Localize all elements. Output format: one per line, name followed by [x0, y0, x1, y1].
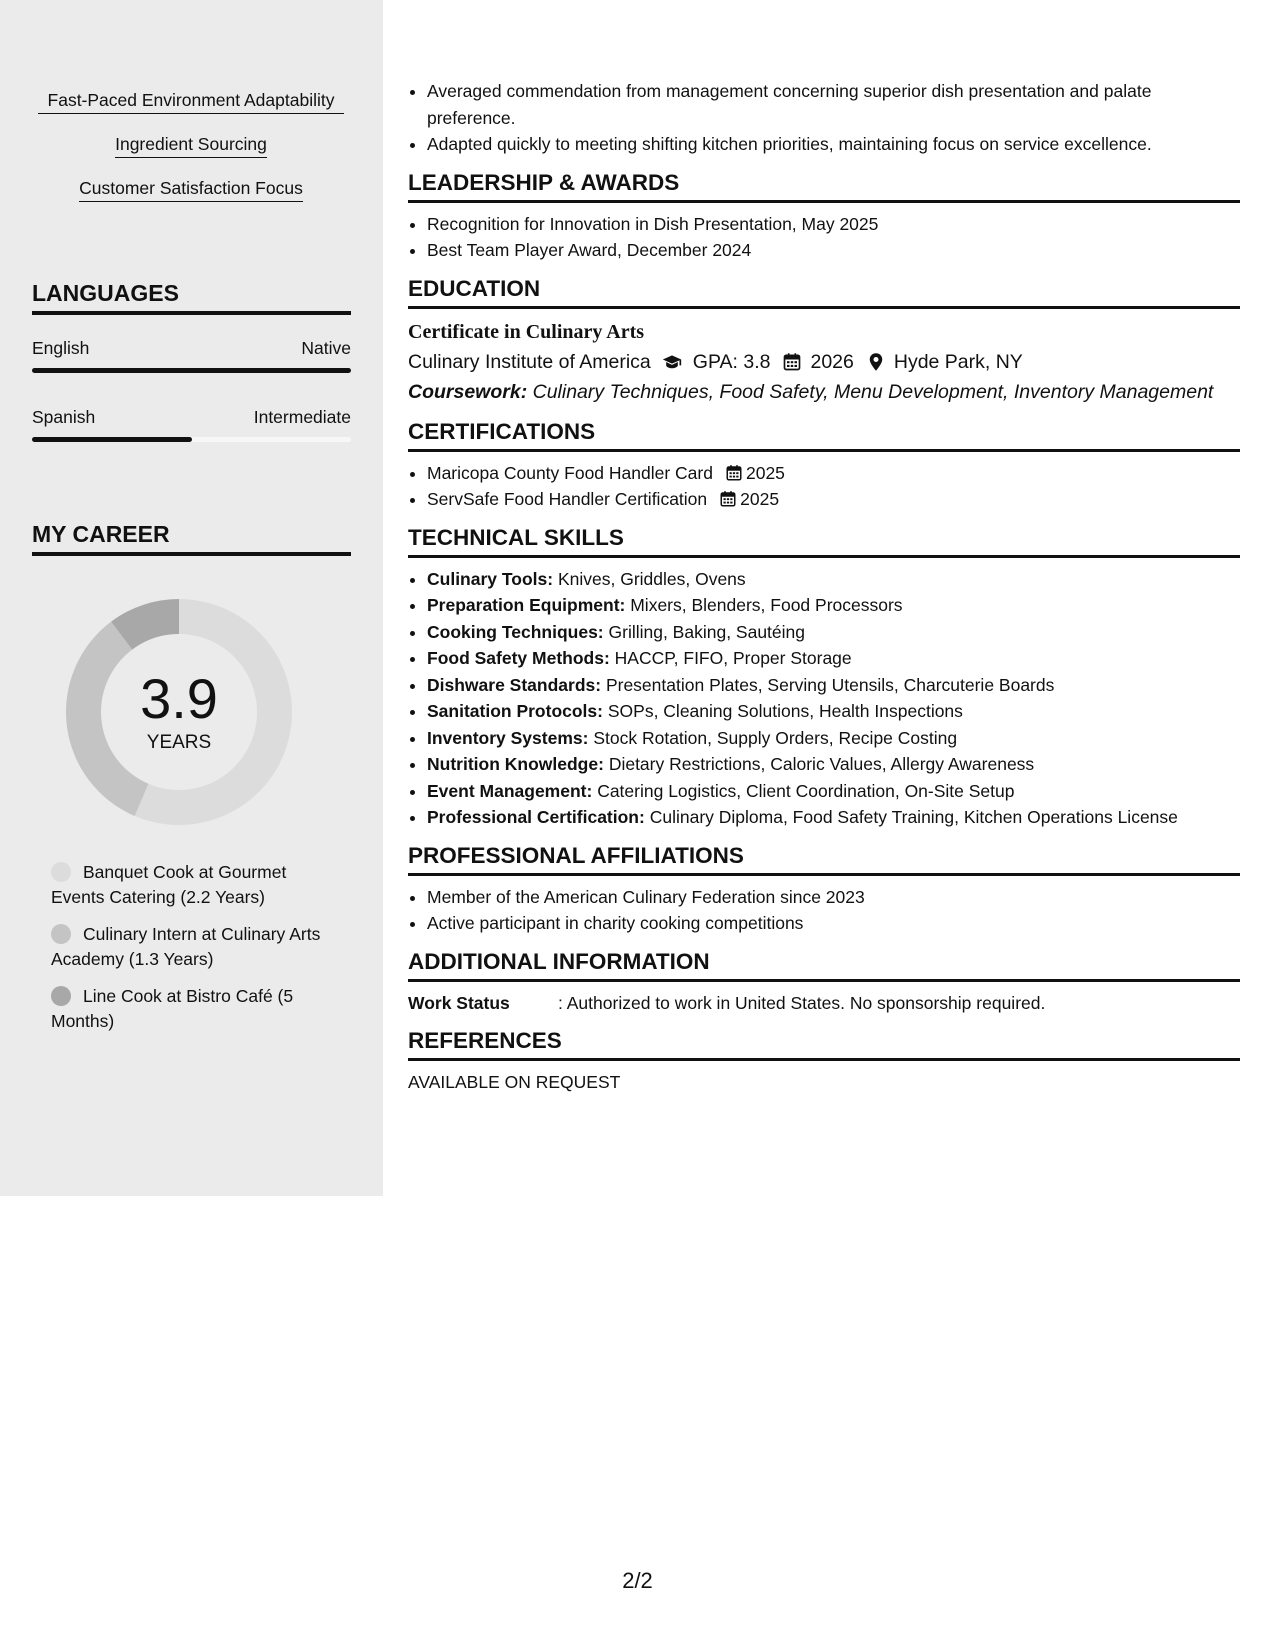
education-heading: EDUCATION	[408, 276, 1240, 309]
skills-list	[38, 88, 344, 220]
technical-skills-list	[408, 566, 1240, 831]
list-item: • Recognition for Innovation in Dish Presentation, May 2025	[427, 211, 1240, 238]
list-item	[427, 698, 1240, 725]
calendar-icon	[782, 352, 802, 372]
skill-label: Cooking Techniques:	[427, 621, 604, 642]
coursework-label: Coursework:	[408, 380, 528, 403]
skill-label: Food Safety Methods:	[427, 648, 610, 668]
language-bar	[32, 368, 351, 373]
language-name: Spanish	[32, 407, 96, 427]
language-row	[32, 338, 351, 359]
calendar-icon	[719, 490, 737, 508]
education-location: Hyde Park, NY	[893, 350, 1023, 373]
skill-value: Culinary Diploma, Food Safety Training, Kitchen Operations License	[649, 807, 1178, 827]
career-total-value: 3.9	[140, 667, 218, 730]
certifications-heading: CERTIFICATIONS	[408, 419, 1240, 452]
skill-value: Catering Logistics, Client Coordination, On-Site Setup	[597, 780, 1015, 801]
skill-label: Nutrition Knowledge:	[427, 754, 604, 774]
career-dot-icon	[51, 862, 71, 882]
career-item	[51, 860, 321, 909]
main-content	[408, 78, 1240, 1095]
skill-label: Preparation Equipment:	[427, 595, 626, 615]
education-school: Culinary Institute of America	[408, 350, 651, 373]
leadership-heading: LEADERSHIP & AWARDS	[408, 170, 1240, 203]
career-item-label: Banquet Cook at Gourmet Events Catering (2.2 Years)	[51, 862, 287, 907]
additional-info-heading: ADDITIONAL INFORMATION	[408, 949, 1240, 982]
skill-value: Grilling, Baking, Sautéing	[608, 621, 805, 642]
list-item	[427, 725, 1240, 752]
list-item	[427, 460, 1240, 487]
education-year: 2026	[810, 350, 854, 373]
certification-year: 2025	[740, 489, 780, 509]
skill-label: Event Management:	[427, 780, 593, 801]
career-item	[51, 984, 321, 1033]
career-heading: MY CAREER	[32, 521, 351, 556]
graduation-cap-icon	[659, 352, 685, 372]
work-status-value: : Authorized to work in United States. No sponsorship required.	[558, 992, 1046, 1013]
list-item	[427, 672, 1240, 699]
skill-value: Knives, Griddles, Ovens	[557, 568, 746, 589]
list-item: • Averaged commendation from management concerning superior dish presentation and palate preference.	[427, 78, 1240, 131]
references-heading: REFERENCES	[408, 1028, 1240, 1061]
skill-label: Culinary Tools:	[427, 568, 554, 589]
skill-item: Ingredient Sourcing	[38, 132, 344, 158]
skill-value: Mixers, Blenders, Food Processors	[630, 595, 903, 615]
list-item	[427, 486, 1240, 513]
skill-item: Customer Satisfaction Focus	[38, 176, 344, 202]
career-dot-icon	[51, 924, 71, 944]
certification-year: 2025	[745, 462, 785, 483]
skill-value: Dietary Restrictions, Caloric Values, Allergy Awareness	[608, 754, 1035, 774]
list-item: • Member of the American Culinary Federation since 2023	[427, 884, 1240, 911]
list-item	[427, 804, 1240, 831]
career-donut-center	[66, 599, 292, 825]
skill-label: Professional Certification:	[427, 807, 645, 827]
intro-bullets	[408, 78, 1240, 158]
language-level: Native	[301, 338, 351, 358]
calendar-icon	[725, 464, 743, 482]
list-item: • Active participant in charity cooking competitions	[427, 910, 1240, 937]
coursework-value: Culinary Techniques, Food Safety, Menu Development, Inventory Management	[532, 380, 1214, 403]
career-total-unit: YEARS	[146, 732, 212, 753]
affiliations-list	[408, 884, 1240, 937]
skill-value: Stock Rotation, Supply Orders, Recipe Costing	[593, 727, 958, 748]
career-item-label: Culinary Intern at Culinary Arts Academy (1.3 Years)	[51, 924, 321, 969]
education-gpa: GPA: 3.8	[692, 350, 771, 373]
skill-value: HACCP, FIFO, Proper Storage	[614, 648, 852, 668]
list-item	[427, 566, 1240, 593]
list-item	[427, 778, 1240, 805]
affiliations-heading: PROFESSIONAL AFFILIATIONS	[408, 843, 1240, 876]
skill-label: Inventory Systems:	[427, 727, 589, 748]
skill-value: Presentation Plates, Serving Utensils, Charcuterie Boards	[605, 674, 1055, 695]
sidebar	[0, 0, 383, 1196]
list-item: • Best Team Player Award, December 2024	[427, 237, 1240, 264]
skill-item: Fast-Paced Environment Adaptability	[38, 88, 344, 114]
skill-label: Sanitation Protocols:	[427, 701, 603, 721]
list-item	[427, 619, 1240, 646]
page-number: 2/2	[622, 1568, 653, 1593]
skill-value: SOPs, Cleaning Solutions, Health Inspections	[607, 701, 963, 721]
career-item-label: Line Cook at Bistro Café (5 Months)	[51, 986, 294, 1031]
career-dot-icon	[51, 986, 71, 1006]
education-title: Certificate in Culinary Arts	[408, 320, 645, 343]
list-item	[427, 751, 1240, 778]
technical-skills-heading: TECHNICAL SKILLS	[408, 525, 1240, 558]
list-item	[427, 592, 1240, 619]
map-pin-icon	[866, 352, 886, 372]
language-bar-fill	[32, 437, 192, 442]
list-item: • Adapted quickly to meeting shifting kitchen priorities, maintaining focus on service excellence.	[427, 131, 1240, 158]
certification-name: Maricopa County Food Handler Card	[427, 462, 713, 483]
certifications-list	[408, 460, 1240, 513]
language-bar-fill	[32, 368, 351, 373]
work-status-row	[408, 990, 1240, 1016]
language-name: English	[32, 338, 90, 358]
languages-heading: LANGUAGES	[32, 280, 351, 315]
references-text: AVAILABLE ON REQUEST	[408, 1071, 621, 1092]
language-row	[32, 407, 351, 428]
list-item	[427, 645, 1240, 672]
certification-name: ServSafe Food Handler Certification	[427, 489, 708, 509]
career-item	[51, 922, 321, 971]
language-bar	[32, 437, 351, 442]
language-level: Intermediate	[253, 407, 351, 427]
skill-label: Dishware Standards:	[427, 674, 602, 695]
career-donut-chart	[66, 599, 292, 825]
education-coursework	[408, 377, 1240, 407]
education-details	[408, 347, 1240, 377]
leadership-list	[408, 211, 1240, 264]
work-status-label: Work Status	[408, 992, 510, 1013]
